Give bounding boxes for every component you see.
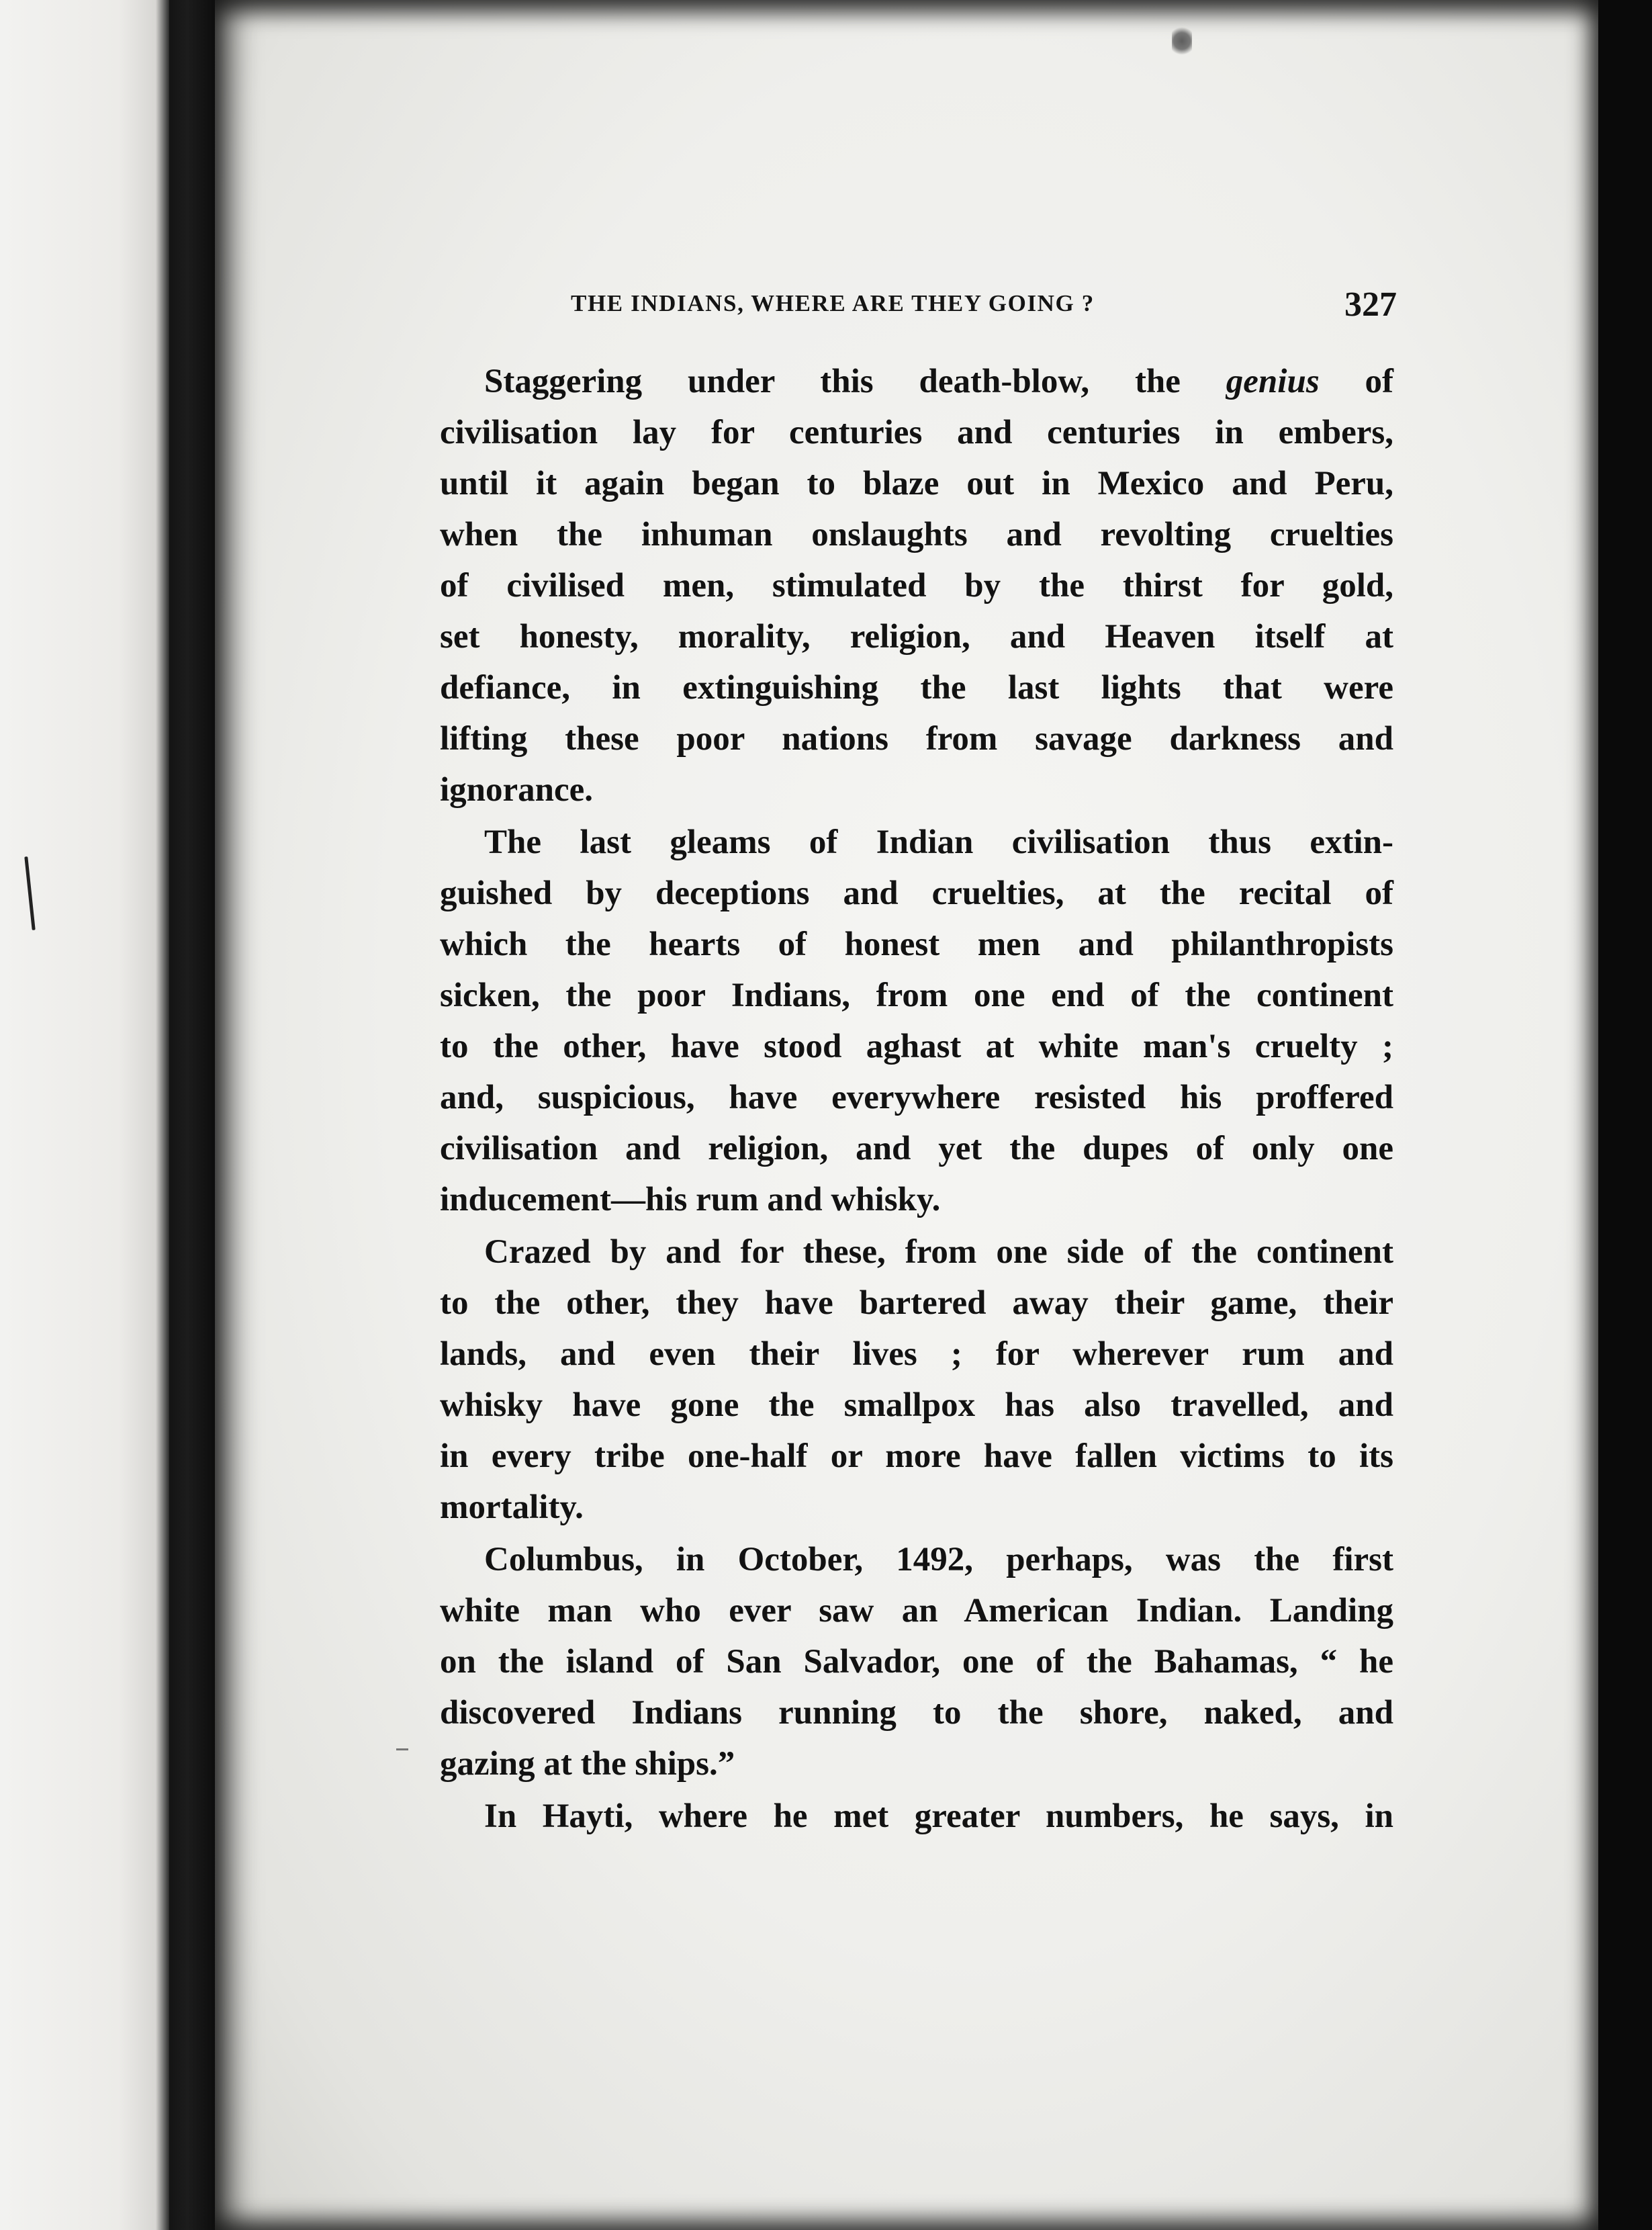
paragraph: [440, 1534, 1393, 1789]
text-line: when the inhuman onslaughts and revolting cruelties: [440, 516, 1393, 553]
text-line: civilisation and religion, and yet the dupes of only one: [440, 1130, 1393, 1167]
text-line: The last gleams of Indian civilisation thus extin-: [484, 823, 1393, 861]
text-line: to the other, have stood aghast at white man's cruelty ;: [440, 1028, 1393, 1065]
previous-page-edge: [0, 0, 169, 2230]
ink-smudge: [1172, 26, 1192, 56]
text-line: defiance, in extinguishing the last lights that were: [440, 669, 1393, 707]
text-line: Crazed by and for these, from one side of the continent: [484, 1233, 1393, 1271]
emphasis: genius: [1226, 363, 1320, 400]
text-line: discovered Indians running to the shore, naked, and: [440, 1694, 1393, 1732]
text-line: guished by deceptions and cruelties, at the recital of: [440, 875, 1393, 912]
book-gutter: [169, 0, 215, 2230]
text-line: of civilised men, stimulated by the thirst for gold,: [440, 567, 1393, 605]
text-line: civilisation lay for centuries and centuries in embers,: [440, 414, 1393, 451]
text-line: sicken, the poor Indians, from one end of the continent: [440, 977, 1393, 1014]
text-line: lands, and even their lives ; for wherever rum and: [440, 1335, 1393, 1373]
text-line: gazing at the ships.”: [440, 1745, 735, 1783]
text-line: ignorance.: [440, 771, 594, 809]
text-line: In Hayti, where he met greater numbers, he says, in: [484, 1797, 1393, 1835]
paragraph: [440, 1791, 1393, 1842]
text-line: in every tribe one-half or more have fallen victims to its: [440, 1437, 1393, 1475]
body-text: [440, 356, 1393, 1843]
scan-border: [1598, 0, 1652, 2230]
paragraph: [440, 817, 1393, 1225]
text-line: Columbus, in October, 1492, perhaps, was the first: [484, 1541, 1393, 1578]
text-line: mortality.: [440, 1488, 584, 1526]
paragraph: [440, 356, 1393, 815]
page-number: 327: [1344, 285, 1397, 324]
running-title: THE INDIANS, WHERE ARE THEY GOING ?: [571, 290, 1095, 316]
text-line: on the island of San Salvador, one of the Bahamas, “ he: [440, 1643, 1393, 1681]
text-line: whisky have gone the smallpox has also travelled, and: [440, 1386, 1393, 1424]
paragraph: [440, 1226, 1393, 1533]
text-line: and, suspicious, have everywhere resisted his proffered: [440, 1079, 1393, 1116]
margin-mark: [24, 856, 35, 930]
text-line: which the hearts of honest men and philanthropists: [440, 926, 1393, 963]
text-line: to the other, they have bartered away their game, their: [440, 1284, 1393, 1322]
text-line: until it again began to blaze out in Mexico and Peru,: [440, 465, 1393, 502]
text-line: white man who ever saw an American Indian. Landing: [440, 1592, 1393, 1630]
text-line: lifting these poor nations from savage darkness and: [440, 720, 1393, 758]
margin-dash-mark: [396, 1748, 408, 1750]
running-head: [571, 285, 1397, 325]
text-line: set honesty, morality, religion, and Heaven itself at: [440, 618, 1393, 656]
text-line: inducement—his rum and whisky.: [440, 1181, 941, 1218]
text-line: Staggering under this death-blow, the genius of: [484, 363, 1393, 400]
